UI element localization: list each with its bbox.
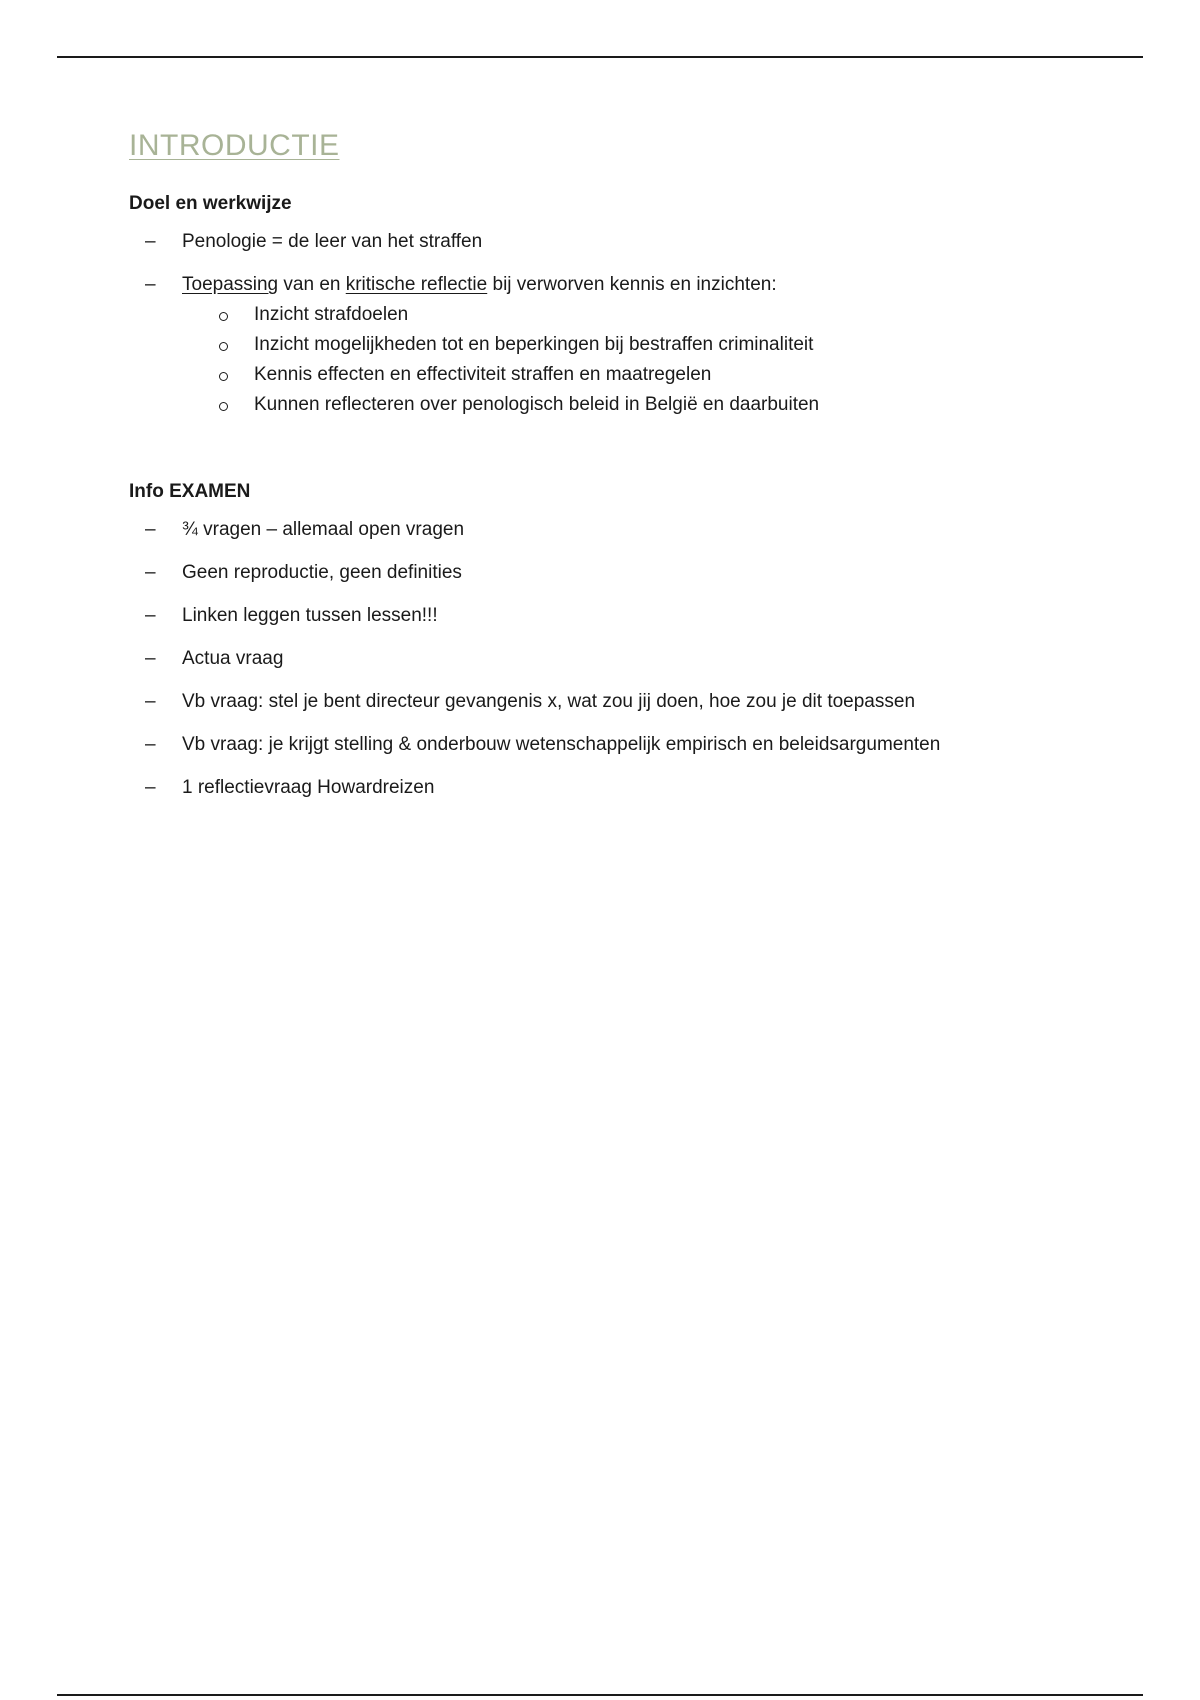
circle-bullet-icon	[219, 342, 228, 351]
sub-bullet-text: Inzicht strafdoelen	[254, 304, 409, 325]
dash-icon: –	[145, 777, 156, 798]
underlined-term-toepassing: Toepassing	[182, 274, 279, 295]
sub-bullet-text: Inzicht mogelijkheden tot en beperkingen bij bestraffen criminaliteit	[254, 334, 814, 355]
sub-list-item	[182, 333, 1129, 357]
bullet-text: Penologie = de leer van het straffen	[182, 231, 483, 252]
list-item	[129, 647, 1129, 671]
bullet-text: bij verworven kennis en inzichten:	[487, 274, 777, 295]
dash-icon: –	[145, 519, 156, 540]
circle-bullet-icon	[219, 372, 228, 381]
footer-rule	[57, 1694, 1143, 1696]
dash-icon: –	[145, 648, 156, 669]
dash-icon: –	[145, 691, 156, 712]
sub-bullet-text: Kunnen reflecteren over penologisch beleid in België en daarbuiten	[254, 394, 820, 415]
bullet-list-doel	[129, 230, 1129, 417]
bullet-list-examen	[129, 518, 1129, 800]
list-item	[129, 561, 1129, 585]
circle-bullet-icon	[219, 312, 228, 321]
bullet-text: Vb vraag: je krijgt stelling & onderbouw wetenschappelijk empirisch en beleidsargumenten	[182, 734, 941, 755]
bullet-text: 1 reflectievraag Howardreizen	[182, 777, 435, 798]
bullet-text: ¾ vragen – allemaal open vragen	[182, 519, 465, 540]
sub-list-item	[182, 303, 1129, 327]
section-heading-info-examen: Info EXAMEN	[129, 481, 251, 502]
dash-icon: –	[145, 562, 156, 583]
dash-icon: –	[145, 231, 156, 252]
bullet-text: Actua vraag	[182, 648, 284, 669]
sub-bullet-list	[182, 303, 1129, 417]
bullet-text: Vb vraag: stel je bent directeur gevangenis x, wat zou jij doen, hoe zou je dit toepassen	[182, 691, 916, 712]
list-item	[129, 776, 1129, 800]
bullet-text: Geen reproductie, geen definities	[182, 562, 462, 583]
list-item	[129, 733, 1129, 757]
circle-bullet-icon	[219, 402, 228, 411]
list-item	[129, 690, 1129, 714]
sub-list-item	[182, 363, 1129, 387]
list-item	[129, 273, 1129, 417]
list-item	[129, 230, 1129, 254]
list-item	[129, 518, 1129, 542]
chapter-title: INTRODUCTIE	[129, 129, 340, 162]
section-spacer	[129, 436, 1129, 480]
dash-icon: –	[145, 605, 156, 626]
document-body	[129, 128, 1129, 819]
bullet-text: Linken leggen tussen lessen!!!	[182, 605, 438, 626]
header-rule	[57, 56, 1143, 58]
dash-icon: –	[145, 274, 156, 295]
section-heading-doel: Doel en werkwijze	[129, 193, 292, 214]
sub-bullet-text: Kennis effecten en effectiviteit straffen en maatregelen	[254, 364, 712, 385]
list-item	[129, 604, 1129, 628]
bullet-text: van en	[278, 274, 346, 295]
dash-icon: –	[145, 734, 156, 755]
underlined-term-kritische-reflectie: kritische reflectie	[345, 274, 488, 295]
sub-list-item	[182, 393, 1129, 417]
